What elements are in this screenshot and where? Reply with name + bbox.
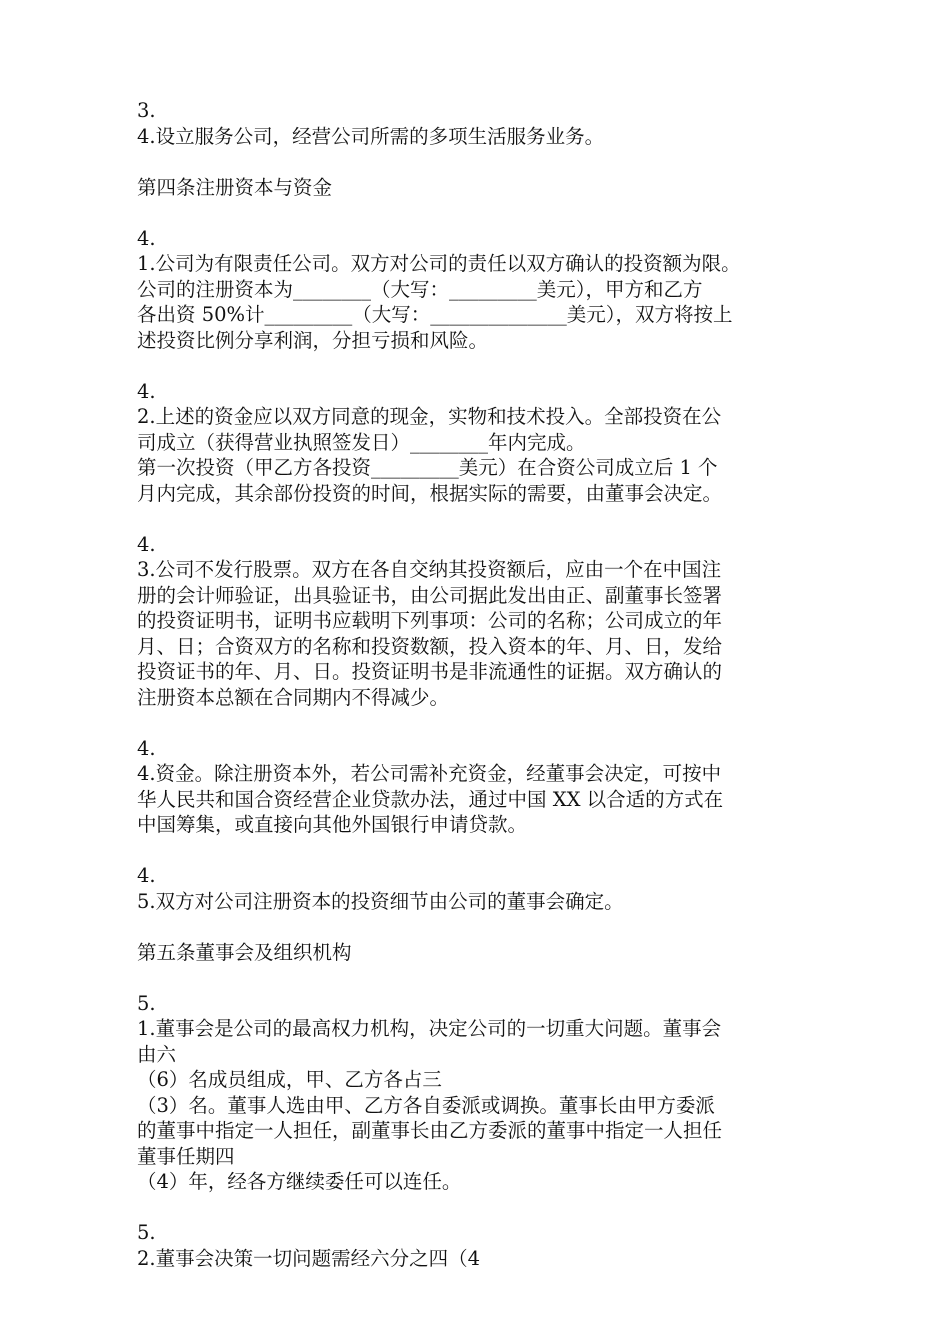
clause-5-2 — [137, 1220, 837, 1271]
clause-4-5 — [137, 863, 837, 914]
clause-number: 5. — [137, 1221, 156, 1244]
paragraph-gap — [137, 1195, 837, 1221]
text-line: 月、日；合资双方的名称和投资数额，投入资本的年、月、日，发给 — [137, 634, 723, 658]
paragraph-gap — [137, 149, 837, 175]
text-line: 董事任期四 — [137, 1144, 235, 1168]
text-line: 由六 — [137, 1042, 177, 1066]
text-line: 3. — [137, 99, 156, 122]
document-page — [137, 98, 837, 1271]
text-line: 华人民共和国合资经营企业贷款办法，通过中国 XX 以合适的方式在 — [137, 787, 724, 811]
text-line: 册的会计师验证，出具验证书，由公司据此发出由正、副董事长签署 — [137, 583, 723, 607]
clause-5-1 — [137, 991, 837, 1195]
text-line: 第一次投资（甲乙方各投资_________美元）在合资公司成立后 1 个 — [137, 456, 718, 479]
clause-4-2 — [137, 379, 837, 507]
clause-number: 4. — [137, 379, 156, 403]
clause-number: 5. — [137, 991, 156, 1015]
paragraph-gap — [137, 200, 837, 226]
clause-number: 4. — [137, 226, 156, 250]
clause-number: 4. — [137, 736, 156, 760]
paragraph-gap — [137, 838, 837, 864]
text-line: 4.资金。除注册资本外，若公司需补充资金，经董事会决定，可按中 — [137, 762, 722, 785]
text-line: 公司的注册资本为________（大写：_________美元），甲方和乙方 — [137, 277, 703, 301]
clause-number: 4. — [137, 864, 156, 887]
block-0 — [137, 98, 837, 149]
section-heading: 第五条董事会及组织机构 — [137, 940, 352, 964]
paragraph-gap — [137, 914, 837, 940]
text-line: 月内完成，其余部份投资的时间，根据实际的需要，由董事会决定。 — [137, 481, 723, 505]
clause-number: 4. — [137, 532, 156, 556]
text-line: 5.双方对公司注册资本的投资细节由公司的董事会确定。 — [137, 889, 624, 913]
paragraph-gap — [137, 353, 837, 379]
text-line: 的投资证明书，证明书应载明下列事项：公司的名称；公司成立的年 — [137, 609, 723, 632]
paragraph-gap — [137, 965, 837, 991]
text-line: （3）名。董事人选由甲、乙方各自委派或调换。董事长由甲方委派 — [137, 1093, 715, 1117]
text-line: 各出资 50%计_________（大写：______________美元），双方将按上 — [137, 303, 733, 326]
paragraph-gap — [137, 506, 837, 532]
text-line: 述投资比例分享利润，分担亏损和风险。 — [137, 328, 489, 352]
text-line: 的董事中指定一人担任，副董事长由乙方委派的董事中指定一人担任 — [137, 1119, 723, 1142]
section-heading: 第四条注册资本与资金 — [137, 175, 333, 199]
text-line: 司成立（获得营业执照签发日）________年内完成。 — [137, 430, 586, 454]
text-line: 注册资本总额在合同期内不得减少。 — [137, 685, 450, 709]
text-line: 1.公司为有限责任公司。双方对公司的责任以双方确认的投资额为限。 — [137, 252, 741, 275]
clause-4-1 — [137, 226, 837, 354]
text-line: 2.上述的资金应以双方同意的现金，实物和技术投入。全部投资在公 — [137, 405, 722, 428]
text-line: （6）名成员组成，甲、乙方各占三 — [137, 1068, 442, 1091]
text-line: 1.董事会是公司的最高权力机构，决定公司的一切重大问题。董事会 — [137, 1017, 722, 1040]
section-heading-4 — [137, 175, 837, 201]
clause-4-4 — [137, 736, 837, 838]
section-heading-5 — [137, 940, 837, 966]
paragraph-gap — [137, 710, 837, 736]
text-line: 2.董事会决策一切问题需经六分之四（4 — [137, 1246, 481, 1270]
clause-4-3 — [137, 532, 837, 711]
text-line: 3.公司不发行股票。双方在各自交纳其投资额后，应由一个在中国注 — [137, 558, 722, 581]
text-line: 4.设立服务公司，经营公司所需的多项生活服务业务。 — [137, 124, 605, 148]
text-line: 中国筹集，或直接向其他外国银行申请贷款。 — [137, 813, 528, 836]
text-line: （4）年，经各方继续委任可以连任。 — [137, 1170, 462, 1193]
text-line: 投资证书的年、月、日。投资证明书是非流通性的证据。双方确认的 — [137, 660, 723, 683]
